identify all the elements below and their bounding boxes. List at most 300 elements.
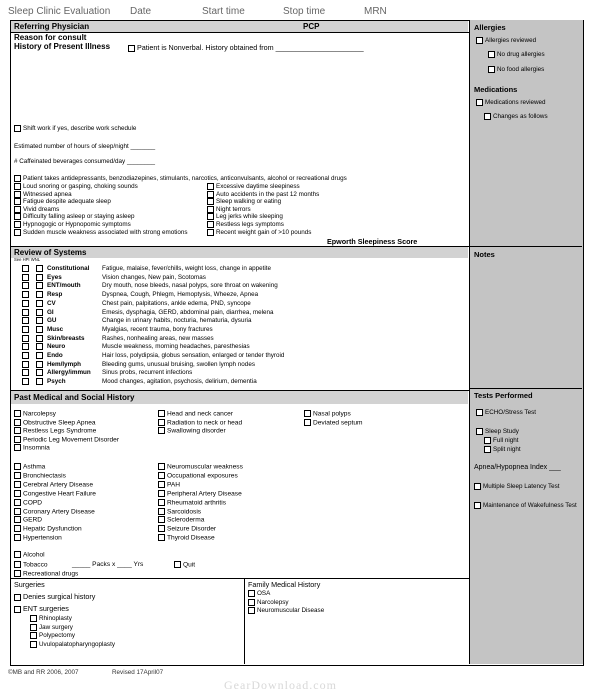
checkbox-icon bbox=[248, 607, 255, 614]
checkbox-icon bbox=[14, 221, 21, 228]
checkbox-icon bbox=[474, 483, 481, 490]
see-hpi-checkbox[interactable] bbox=[22, 343, 31, 352]
checkbox-icon bbox=[14, 463, 21, 470]
checkbox-icon bbox=[207, 198, 214, 205]
checkbox-icon bbox=[158, 481, 165, 488]
pmh-checkbox-label: Periodic Leg Movement Disorder bbox=[23, 436, 120, 444]
see-hpi-checkbox[interactable] bbox=[22, 317, 31, 326]
ros-row bbox=[10, 265, 468, 274]
ros-row bbox=[10, 309, 468, 318]
epworth-label: Epworth Sleepiness Score bbox=[327, 237, 418, 246]
checkbox-icon bbox=[14, 570, 21, 577]
pmh-checkbox[interactable] bbox=[158, 419, 242, 428]
surgery-checkbox-label: Uvulopalatopharyngoplasty bbox=[39, 640, 115, 648]
meds-sleep-label: Patient takes antidepressants, benzodiazepines, stimulants, narcotics, anticonvulsants, alcohol or recreational drugs bbox=[23, 175, 347, 183]
shift-work-checkbox[interactable] bbox=[14, 125, 136, 134]
ros-description: Rashes, nonhealing areas, new masses bbox=[102, 334, 214, 342]
alcohol-label: Alcohol bbox=[23, 551, 45, 559]
pmh-checkbox-label: Restless Legs Syndrome bbox=[23, 427, 97, 435]
caffeine-field[interactable]: # Caffeinated beverages consumed/day ________ bbox=[14, 158, 155, 165]
ros-description: Emesis, dysphagia, GERD, abdominal pain, diarrhea, melena bbox=[102, 308, 274, 316]
checkbox-icon bbox=[14, 175, 21, 182]
checkbox-icon bbox=[14, 534, 21, 541]
allergies-reviewed-label: Allergies reviewed bbox=[485, 37, 537, 45]
pmh-checkbox-label: Thyroid Disease bbox=[167, 534, 215, 542]
checkbox-icon bbox=[207, 183, 214, 190]
family-history-checkbox-label: Narcolepsy bbox=[257, 598, 289, 606]
family-history-checkbox[interactable] bbox=[248, 590, 270, 599]
checkbox-icon bbox=[158, 463, 165, 470]
tobacco-label: Tobacco bbox=[23, 561, 48, 569]
surgery-checkbox[interactable] bbox=[30, 641, 115, 650]
surgery-checkbox-label: Rhinoplasty bbox=[39, 615, 72, 623]
sidebar-divider-notes bbox=[469, 246, 582, 247]
watermark: GearDownload.com bbox=[224, 678, 337, 692]
checkbox-icon bbox=[207, 221, 214, 228]
pmh-checkbox-label: COPD bbox=[23, 498, 43, 506]
changes-checkbox[interactable] bbox=[484, 113, 548, 122]
ros-description: Mood changes, agitation, psychosis, delirium, dementia bbox=[102, 378, 257, 386]
wnl-checkbox[interactable] bbox=[36, 282, 45, 291]
checkbox-icon bbox=[207, 206, 214, 213]
checkbox-icon bbox=[14, 444, 21, 451]
tests-heading: Tests Performed bbox=[474, 391, 533, 400]
pmh-checkbox[interactable] bbox=[304, 410, 351, 419]
checkbox-icon bbox=[36, 378, 43, 385]
pmh-checkbox-label: Neuromuscular weakness bbox=[167, 463, 243, 471]
checkbox-icon bbox=[14, 191, 21, 198]
ros-system-label: Eyes bbox=[47, 273, 62, 281]
pmh-title: Past Medical and Social History bbox=[14, 393, 135, 402]
sleep-study-checkbox[interactable] bbox=[476, 428, 519, 437]
see-hpi-checkbox[interactable] bbox=[22, 282, 31, 291]
pmh-checkbox[interactable] bbox=[14, 444, 50, 453]
pmh-checkbox-label: Congestive Heart Failure bbox=[23, 489, 96, 497]
ros-system-label: Endo bbox=[47, 352, 63, 359]
ros-description: Dyspnea, Cough, Phlegm, Hemoptysis, Wheeze, Apnea bbox=[102, 291, 259, 299]
ros-system-label: Allergy/immun bbox=[47, 369, 91, 377]
ros-system-label: Musc bbox=[47, 325, 64, 333]
checkbox-icon bbox=[158, 427, 165, 434]
surgeries-title: Surgeries bbox=[14, 580, 45, 589]
see-hpi-checkbox[interactable] bbox=[22, 352, 31, 361]
revised-date: Revised 17April07 bbox=[112, 669, 164, 676]
ros-system-label: GU bbox=[47, 317, 57, 325]
no-food-allergies-label: No food allergies bbox=[497, 66, 545, 74]
checkbox-icon bbox=[14, 508, 21, 515]
ent-surgeries-checkbox[interactable] bbox=[14, 604, 69, 613]
pmh-checkbox[interactable] bbox=[14, 490, 96, 499]
pmh-checkbox-label: Head and neck cancer bbox=[167, 410, 233, 418]
checkbox-icon bbox=[207, 191, 214, 198]
checkbox-icon bbox=[36, 300, 43, 307]
checkbox-icon bbox=[36, 317, 43, 324]
pmh-checkbox-label: Narcolepsy bbox=[23, 410, 56, 418]
referring-physician-label: Referring Physician bbox=[14, 22, 90, 31]
pmh-checkbox-label: Scleroderma bbox=[167, 516, 205, 524]
checkbox-icon bbox=[36, 326, 43, 333]
symptom-checkbox-label: Auto accidents in the past 12 months bbox=[216, 190, 320, 198]
checkbox-icon bbox=[22, 265, 29, 272]
family-history-checkbox-label: Neuromuscular Disease bbox=[257, 607, 325, 615]
ros-row bbox=[10, 300, 468, 309]
surgery-checkbox[interactable] bbox=[30, 615, 72, 624]
checkbox-icon bbox=[248, 590, 255, 597]
wnl-checkbox[interactable] bbox=[36, 378, 45, 387]
checkbox-icon bbox=[476, 37, 483, 44]
pmh-checkbox-label: Nasal polyps bbox=[313, 410, 351, 418]
see-hpi-checkbox[interactable] bbox=[22, 326, 31, 335]
checkbox-icon bbox=[14, 410, 21, 417]
checkbox-icon bbox=[14, 551, 21, 558]
checkbox-icon bbox=[22, 282, 29, 289]
see-hpi-checkbox[interactable] bbox=[22, 378, 31, 387]
ros-row bbox=[10, 274, 468, 283]
pmh-checkbox[interactable] bbox=[158, 534, 215, 543]
checkbox-icon bbox=[14, 561, 21, 568]
checkbox-icon bbox=[14, 125, 21, 132]
surgery-checkbox-label: Polypectomy bbox=[39, 632, 76, 640]
wnl-checkbox[interactable] bbox=[36, 361, 45, 370]
denies-surgery-label: Denies surgical history bbox=[23, 592, 96, 601]
see-hpi-checkbox[interactable] bbox=[22, 369, 31, 378]
wnl-checkbox[interactable] bbox=[36, 274, 45, 283]
checkbox-icon bbox=[207, 229, 214, 236]
pmh-checkbox-label: Obstructive Sleep Apnea bbox=[23, 418, 96, 426]
pmh-checkbox-label: Hypertension bbox=[23, 534, 62, 542]
checkbox-icon bbox=[36, 352, 43, 359]
mslt-checkbox[interactable] bbox=[474, 483, 560, 492]
checkbox-icon bbox=[484, 437, 491, 444]
symptom-checkbox[interactable] bbox=[14, 229, 188, 238]
start-time-label: Start time bbox=[202, 6, 245, 17]
symptom-checkbox-label: Hypnogogic or Hypnopomic symptoms bbox=[23, 221, 131, 229]
ahi-label: Apnea/Hypopnea Index ___ bbox=[474, 464, 561, 471]
alcohol-checkbox[interactable] bbox=[14, 551, 45, 560]
pmh-checkbox-label: GERD bbox=[23, 516, 43, 524]
pmh-checkbox[interactable] bbox=[14, 436, 119, 445]
checkbox-icon bbox=[36, 343, 43, 350]
ros-system-label: Psych bbox=[47, 378, 66, 386]
hpi-label: History of Present Illness bbox=[14, 42, 111, 51]
wnl-checkbox[interactable] bbox=[36, 291, 45, 300]
surgery-checkbox[interactable] bbox=[30, 632, 75, 641]
ros-description: Vision changes, New pain, Scotomas bbox=[102, 273, 206, 281]
pmh-checkbox[interactable] bbox=[14, 499, 42, 508]
symptom-checkbox-label: Loud snoring or gasping, choking sounds bbox=[23, 183, 138, 191]
checkbox-icon bbox=[22, 378, 29, 385]
pmh-checkbox[interactable] bbox=[14, 534, 62, 543]
ros-row bbox=[10, 343, 468, 352]
family-history-checkbox[interactable] bbox=[248, 599, 289, 608]
checkbox-icon bbox=[14, 419, 21, 426]
pmh-checkbox-label: Peripheral Artery Disease bbox=[167, 489, 242, 497]
pmh-checkbox[interactable] bbox=[158, 525, 216, 534]
checkbox-icon bbox=[128, 45, 135, 52]
no-drug-allergies-checkbox[interactable] bbox=[488, 51, 545, 60]
ros-description: Hair loss, polydipsia, globus sensation, enlarged or tender thyroid bbox=[102, 352, 285, 359]
split-night-label: Split night bbox=[493, 446, 521, 454]
pmh-checkbox-label: Radiation to neck or head bbox=[167, 418, 243, 426]
pmh-checkbox[interactable] bbox=[14, 508, 95, 517]
symptom-checkbox[interactable] bbox=[207, 229, 311, 238]
pmh-checkbox[interactable] bbox=[14, 427, 96, 436]
pmh-checkbox[interactable] bbox=[14, 525, 82, 534]
echo-checkbox[interactable] bbox=[476, 409, 536, 418]
symptom-checkbox-label: Fatigue despite adequate sleep bbox=[23, 198, 111, 206]
pmh-checkbox[interactable] bbox=[304, 419, 362, 428]
mwt-checkbox[interactable] bbox=[474, 502, 578, 511]
family-history-checkbox-label: OSA bbox=[257, 590, 271, 598]
wnl-checkbox[interactable] bbox=[36, 369, 45, 378]
checkbox-icon bbox=[488, 66, 495, 73]
notes-heading: Notes bbox=[474, 250, 495, 259]
medications-heading: Medications bbox=[474, 85, 518, 94]
pmh-checkbox-label: Bronchiectasis bbox=[23, 472, 66, 480]
recreational-label: Recreational drugs bbox=[23, 570, 79, 578]
stop-time-label: Stop time bbox=[283, 6, 326, 17]
wnl-checkbox[interactable] bbox=[36, 265, 45, 274]
checkbox-icon bbox=[158, 534, 165, 541]
ros-description: Dry mouth, nose bleeds, nasal polyps, sore throat on wakening bbox=[102, 282, 278, 290]
checkbox-icon bbox=[304, 419, 311, 426]
checkbox-icon bbox=[158, 499, 165, 506]
ros-description: Bleeding gums, unusual bruising, swollen lymph nodes bbox=[102, 360, 255, 368]
form-title: Sleep Clinic Evaluation bbox=[8, 6, 111, 17]
pmh-checkbox-label: PAH bbox=[167, 481, 181, 489]
pmh-checkbox[interactable] bbox=[158, 508, 201, 517]
pmh-checkbox-label: Rheumatoid arthritis bbox=[167, 498, 227, 506]
symptom-checkbox-label: Night terrors bbox=[216, 205, 251, 213]
checkbox-icon bbox=[30, 615, 37, 622]
checkbox-icon bbox=[158, 525, 165, 532]
ros-description: Change in urinary habits, nocturia, hematuria, dysuria bbox=[102, 317, 252, 325]
copyright: ©MB and RR 2006, 2007 bbox=[8, 669, 79, 676]
full-night-label: Full night bbox=[493, 437, 519, 445]
checkbox-icon bbox=[22, 300, 29, 307]
checkbox-icon bbox=[22, 361, 29, 368]
ros-row bbox=[10, 282, 468, 291]
pmh-checkbox[interactable] bbox=[158, 490, 242, 499]
ros-row bbox=[10, 326, 468, 335]
checkbox-icon bbox=[14, 206, 21, 213]
ros-row bbox=[10, 335, 468, 344]
checkbox-icon bbox=[248, 599, 255, 606]
checkbox-icon bbox=[30, 632, 37, 639]
checkbox-icon bbox=[158, 490, 165, 497]
symptom-checkbox-label: Excessive daytime sleepiness bbox=[216, 183, 300, 191]
ros-system-label: ENT/mouth bbox=[47, 282, 81, 290]
pmh-checkbox-label: Seizure Disorder bbox=[167, 525, 217, 533]
medications-reviewed-label: Medications reviewed bbox=[485, 99, 546, 107]
tobacco-checkbox[interactable] bbox=[14, 561, 48, 570]
ros-system-label: Neuro bbox=[47, 343, 66, 351]
see-hpi-checkbox[interactable] bbox=[22, 309, 31, 318]
sleep-study-label: Sleep Study bbox=[485, 428, 519, 436]
checkbox-icon bbox=[36, 282, 43, 289]
checkbox-icon bbox=[488, 51, 495, 58]
packs-years-field[interactable]: _____ Packs x ____ Yrs bbox=[72, 561, 144, 568]
checkbox-icon bbox=[14, 606, 21, 613]
pcp-label: PCP bbox=[303, 22, 320, 31]
medications-reviewed-checkbox[interactable] bbox=[476, 99, 546, 108]
ros-row bbox=[10, 352, 468, 361]
ros-system-label: Skin/breasts bbox=[47, 334, 85, 342]
ros-system-label: CV bbox=[47, 299, 56, 307]
wnl-checkbox[interactable] bbox=[36, 343, 45, 352]
checkbox-icon bbox=[22, 317, 29, 324]
ros-row bbox=[10, 369, 468, 378]
pmh-checkbox[interactable] bbox=[14, 463, 45, 472]
pmh-checkbox-label: Insomnia bbox=[23, 444, 50, 452]
nonverbal-checkbox[interactable] bbox=[128, 43, 364, 52]
nonverbal-label: Patient is Nonverbal. History obtained from ______________________ bbox=[137, 43, 364, 52]
full-night-checkbox[interactable] bbox=[484, 437, 519, 446]
symptom-checkbox-label: Sudden muscle weakness associated with strong emotions bbox=[23, 228, 188, 236]
symptom-checkbox-label: Recent weight gain of >10 pounds bbox=[216, 228, 312, 236]
checkbox-icon bbox=[36, 309, 43, 316]
symptom-checkbox-label: Sleep walking or eating bbox=[216, 198, 282, 206]
checkbox-icon bbox=[22, 335, 29, 342]
pmh-checkbox[interactable] bbox=[158, 481, 180, 490]
surgery-checkbox[interactable] bbox=[30, 624, 73, 633]
see-hpi-checkbox[interactable] bbox=[22, 265, 31, 274]
pmh-checkbox-label: Swallowing disorder bbox=[167, 427, 226, 435]
checkbox-icon bbox=[158, 419, 165, 426]
checkbox-icon bbox=[158, 508, 165, 515]
pmh-checkbox[interactable] bbox=[158, 472, 238, 481]
see-hpi-checkbox[interactable] bbox=[22, 335, 31, 344]
pmh-checkbox[interactable] bbox=[158, 516, 204, 525]
checkbox-icon bbox=[484, 113, 491, 120]
pmh-checkbox[interactable] bbox=[14, 481, 93, 490]
checkbox-icon bbox=[22, 274, 29, 281]
ros-rows bbox=[10, 265, 468, 390]
checkbox-icon bbox=[14, 427, 21, 434]
allergies-reviewed-checkbox[interactable] bbox=[476, 37, 536, 46]
family-history-title: Family Medical History bbox=[248, 580, 321, 589]
shift-work-label: Shift work if yes, describe work schedule bbox=[23, 125, 137, 133]
checkbox-icon bbox=[14, 183, 21, 190]
wnl-checkbox[interactable] bbox=[36, 300, 45, 309]
checkbox-icon bbox=[36, 274, 43, 281]
see-hpi-checkbox[interactable] bbox=[22, 361, 31, 370]
mslt-label: Multiple Sleep Latency Test bbox=[483, 483, 560, 491]
pmh-checkbox[interactable] bbox=[158, 427, 226, 436]
checkbox-icon bbox=[30, 641, 37, 648]
ent-surgeries-label: ENT surgeries bbox=[23, 604, 69, 613]
checkbox-icon bbox=[14, 490, 21, 497]
checkbox-icon bbox=[22, 309, 29, 316]
checkbox-icon bbox=[22, 326, 29, 333]
checkbox-icon bbox=[476, 409, 483, 416]
wnl-checkbox[interactable] bbox=[36, 352, 45, 361]
ros-system-label: Hem/lymph bbox=[47, 360, 81, 368]
checkbox-icon bbox=[14, 481, 21, 488]
ros-row bbox=[10, 378, 468, 387]
symptom-checkbox-label: Difficulty falling asleep or staying asleep bbox=[23, 213, 135, 221]
pmh-checkbox-label: Asthma bbox=[23, 463, 46, 471]
mwt-label: Maintenance of Wakefulness Test bbox=[483, 502, 577, 510]
ros-system-label: Resp bbox=[47, 291, 63, 299]
ros-description: Muscle weakness, morning headaches, paresthesias bbox=[102, 343, 250, 351]
checkbox-icon bbox=[207, 213, 214, 220]
checkbox-icon bbox=[22, 343, 29, 350]
checkbox-icon bbox=[14, 229, 21, 236]
echo-label: ECHO/Stress Test bbox=[485, 409, 536, 417]
wnl-checkbox[interactable] bbox=[36, 309, 45, 318]
checkbox-icon bbox=[158, 410, 165, 417]
ros-system-label: GI bbox=[47, 308, 54, 316]
symptom-checkbox-label: Vivid dreams bbox=[23, 205, 60, 213]
surgeries-family-divider bbox=[244, 578, 245, 664]
ros-description: Myalgias, recent trauma, bony fractures bbox=[102, 325, 213, 333]
see-hpi-checkbox[interactable] bbox=[22, 300, 31, 309]
pmh-checkbox[interactable] bbox=[158, 410, 233, 419]
pmh-checkbox[interactable] bbox=[14, 516, 42, 525]
wnl-checkbox[interactable] bbox=[36, 326, 45, 335]
checkbox-icon bbox=[476, 428, 483, 435]
checkbox-icon bbox=[476, 99, 483, 106]
quit-checkbox[interactable] bbox=[174, 561, 195, 570]
checkbox-icon bbox=[14, 198, 21, 205]
checkbox-icon bbox=[36, 335, 43, 342]
checkbox-icon bbox=[14, 516, 21, 523]
wnl-checkbox[interactable] bbox=[36, 317, 45, 326]
pmh-checkbox[interactable] bbox=[14, 472, 66, 481]
checkbox-icon bbox=[14, 213, 21, 220]
see-hpi-checkbox[interactable] bbox=[22, 291, 31, 300]
checkbox-icon bbox=[14, 594, 21, 601]
pmh-checkbox[interactable] bbox=[158, 463, 243, 472]
symptom-checkbox-label: Witnessed apnea bbox=[23, 190, 72, 198]
ros-row bbox=[10, 291, 468, 300]
ros-row bbox=[10, 317, 468, 326]
pmh-checkbox[interactable] bbox=[14, 419, 96, 428]
checkbox-icon bbox=[158, 472, 165, 479]
denies-surgery-checkbox[interactable] bbox=[14, 592, 95, 601]
checkbox-icon bbox=[14, 472, 21, 479]
no-drug-allergies-label: No drug allergies bbox=[497, 51, 545, 59]
pmh-checkbox-label: Occupational exposures bbox=[167, 472, 238, 480]
checkbox-icon bbox=[14, 499, 21, 506]
hours-sleep-field[interactable]: Estimated number of hours of sleep/night _______ bbox=[14, 143, 156, 150]
split-night-checkbox[interactable] bbox=[484, 446, 521, 455]
changes-label: Changes as follows bbox=[493, 113, 548, 121]
checkbox-icon bbox=[158, 516, 165, 523]
quit-label: Quit bbox=[183, 561, 196, 569]
pmh-checkbox-label: Hepatic Dysfunction bbox=[23, 525, 82, 533]
ros-description: Fatigue, malaise, fever/chills, weight loss, change in appetite bbox=[102, 265, 272, 272]
checkbox-icon bbox=[36, 265, 43, 272]
pmh-checkbox-label: Sarcoidosis bbox=[167, 507, 202, 515]
ros-description: Sinus probs, recurrent infections bbox=[102, 369, 193, 377]
ros-system-label: Constitutional bbox=[47, 265, 90, 272]
no-food-allergies-checkbox[interactable] bbox=[488, 66, 544, 75]
see-hpi-checkbox[interactable] bbox=[22, 274, 31, 283]
checkbox-icon bbox=[474, 502, 481, 509]
checkbox-icon bbox=[484, 446, 491, 453]
checkbox-icon bbox=[36, 369, 43, 376]
allergies-heading: Allergies bbox=[474, 23, 506, 32]
family-history-checkbox[interactable] bbox=[248, 607, 324, 616]
checkbox-icon bbox=[14, 436, 21, 443]
symptom-checkbox-label: Leg jerks while sleeping bbox=[216, 213, 283, 221]
ros-description: Chest pain, palpitations, ankle edema, PND, syncope bbox=[102, 299, 251, 307]
pmh-checkbox[interactable] bbox=[158, 499, 226, 508]
wnl-checkbox[interactable] bbox=[36, 335, 45, 344]
pmh-checkbox[interactable] bbox=[14, 410, 56, 419]
